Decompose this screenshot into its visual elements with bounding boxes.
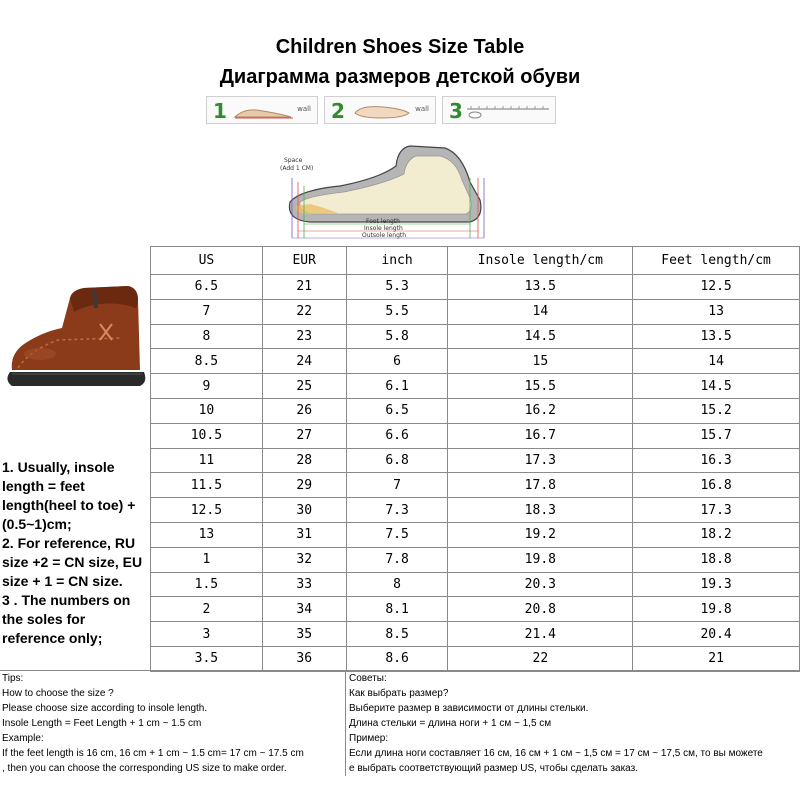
cell-inch: 8.1 <box>346 597 448 622</box>
table-header-row <box>151 247 800 275</box>
cell-eur: 22 <box>262 299 346 324</box>
cell-eur: 31 <box>262 522 346 547</box>
cell-inch: 7.3 <box>346 498 448 523</box>
cell-us: 13 <box>151 522 263 547</box>
step-number: 3 <box>449 99 463 123</box>
cell-insole: 16.2 <box>448 398 633 423</box>
header-insole-length: Insole length/cm <box>448 247 633 275</box>
measuring-steps <box>206 96 556 124</box>
table-row <box>151 473 800 498</box>
tips-line: Please choose size according to insole length. <box>2 703 208 714</box>
cell-us: 12.5 <box>151 498 263 523</box>
cell-inch: 6.5 <box>346 398 448 423</box>
wall-label: wall <box>297 105 311 113</box>
cell-eur: 24 <box>262 349 346 374</box>
cell-feet: 18.2 <box>633 522 800 547</box>
ruler-icon <box>465 101 551 121</box>
cell-us: 11.5 <box>151 473 263 498</box>
cell-insole: 17.3 <box>448 448 633 473</box>
cell-feet: 14 <box>633 349 800 374</box>
cell-insole: 21.4 <box>448 622 633 647</box>
tips-label: Советы: <box>349 673 387 684</box>
cell-us: 3 <box>151 622 263 647</box>
cell-insole: 17.8 <box>448 473 633 498</box>
table-row <box>151 498 800 523</box>
cell-feet: 20.4 <box>633 622 800 647</box>
cell-eur: 23 <box>262 324 346 349</box>
tips-section <box>0 670 800 775</box>
table-row <box>151 349 800 374</box>
cell-feet: 19.8 <box>633 597 800 622</box>
cell-inch: 6 <box>346 349 448 374</box>
table-row <box>151 275 800 300</box>
table-row <box>151 597 800 622</box>
header-eur: EUR <box>262 247 346 275</box>
insole-length-label: Insole length <box>364 225 403 232</box>
cell-insole: 20.3 <box>448 572 633 597</box>
tips-english <box>0 671 345 776</box>
cell-feet: 14.5 <box>633 374 800 399</box>
cell-insole: 20.8 <box>448 597 633 622</box>
cell-insole: 14.5 <box>448 324 633 349</box>
cell-inch: 8 <box>346 572 448 597</box>
tips-line: Пример: <box>349 733 389 744</box>
cell-feet: 13 <box>633 299 800 324</box>
tips-line: Как выбрать размер? <box>349 688 449 699</box>
cell-feet: 16.8 <box>633 473 800 498</box>
cell-eur: 21 <box>262 275 346 300</box>
step-number: 1 <box>213 99 227 123</box>
note-2: 2. For reference, RU size +2 = CN size, EU size + 1 = CN size. <box>2 535 143 589</box>
cell-us: 1.5 <box>151 572 263 597</box>
cell-insole: 15.5 <box>448 374 633 399</box>
step-number: 2 <box>331 99 345 123</box>
cell-feet: 13.5 <box>633 324 800 349</box>
cell-eur: 30 <box>262 498 346 523</box>
cell-inch: 5.3 <box>346 275 448 300</box>
cell-eur: 27 <box>262 423 346 448</box>
product-boot-image <box>0 246 150 456</box>
cell-us: 10 <box>151 398 263 423</box>
cell-feet: 12.5 <box>633 275 800 300</box>
cell-inch: 5.5 <box>346 299 448 324</box>
cell-insole: 16.7 <box>448 423 633 448</box>
table-row <box>151 547 800 572</box>
cell-us: 6.5 <box>151 275 263 300</box>
cell-us: 8 <box>151 324 263 349</box>
size-table <box>150 246 800 672</box>
cell-eur: 25 <box>262 374 346 399</box>
foot-in-shoe-diagram <box>270 138 500 244</box>
cell-us: 11 <box>151 448 263 473</box>
note-1: 1. Usually, insole length = feet length(heel to toe) + (0.5~1)cm; <box>2 459 136 532</box>
tips-line: , then you can choose the corresponding US size to make order. <box>2 763 287 774</box>
table-row <box>151 646 800 671</box>
cell-us: 3.5 <box>151 646 263 671</box>
tips-russian <box>345 671 800 776</box>
tips-line: Длина стельки = длина ноги + 1 см ~ 1,5 см <box>349 718 552 729</box>
table-row <box>151 374 800 399</box>
cell-inch: 6.1 <box>346 374 448 399</box>
space-sub-label: (Add 1 CM) <box>280 165 314 172</box>
cell-eur: 28 <box>262 448 346 473</box>
cell-eur: 26 <box>262 398 346 423</box>
step-2 <box>324 96 436 124</box>
outsole-length-label: Outsole length <box>362 232 407 239</box>
cell-insole: 15 <box>448 349 633 374</box>
cell-eur: 33 <box>262 572 346 597</box>
foot-length-label: Foot length <box>366 218 400 225</box>
table-row <box>151 324 800 349</box>
cell-insole: 22 <box>448 646 633 671</box>
tips-line: Example: <box>2 733 44 744</box>
header-inch: inch <box>346 247 448 275</box>
cell-feet: 15.7 <box>633 423 800 448</box>
table-row <box>151 448 800 473</box>
cell-feet: 18.8 <box>633 547 800 572</box>
cell-feet: 21 <box>633 646 800 671</box>
cell-inch: 7.5 <box>346 522 448 547</box>
cell-feet: 16.3 <box>633 448 800 473</box>
tips-line: Если длина ноги составляет 16 см, 16 см + 1 см ~ 1,5 см = 17 см ~ 17,5 см, то вы можете <box>349 748 763 759</box>
cell-insole: 19.8 <box>448 547 633 572</box>
tips-line: How to choose the size ? <box>2 688 114 699</box>
tips-line: е выбрать соответствующий размер US, чтобы сделать заказ. <box>349 763 638 774</box>
size-notes <box>2 458 150 648</box>
foot-outline-icon <box>351 101 413 121</box>
note-3: 3 . The numbers on the soles for reference only; <box>2 592 131 646</box>
cell-us: 7 <box>151 299 263 324</box>
cell-eur: 34 <box>262 597 346 622</box>
cell-feet: 17.3 <box>633 498 800 523</box>
cell-eur: 36 <box>262 646 346 671</box>
table-row <box>151 572 800 597</box>
tips-label: Tips: <box>2 673 24 684</box>
header-feet-length: Feet length/cm <box>633 247 800 275</box>
cell-us: 2 <box>151 597 263 622</box>
table-row <box>151 423 800 448</box>
cell-eur: 29 <box>262 473 346 498</box>
cell-us: 10.5 <box>151 423 263 448</box>
tips-line: If the feet length is 16 cm, 16 cm + 1 cm ~ 1.5 cm= 17 cm ~ 17.5 cm <box>2 748 304 759</box>
table-row <box>151 299 800 324</box>
cell-insole: 14 <box>448 299 633 324</box>
foot-measure-icon <box>233 101 295 121</box>
cell-inch: 7 <box>346 473 448 498</box>
title-russian: Диаграмма размеров детской обуви <box>219 66 581 88</box>
table-row <box>151 522 800 547</box>
tips-line: Insole Length = Feet Length + 1 cm ~ 1.5 cm <box>2 718 202 729</box>
wall-label: wall <box>415 105 429 113</box>
tips-line: Выберите размер в зависимости от длины стельки. <box>349 703 589 714</box>
cell-insole: 19.2 <box>448 522 633 547</box>
cell-feet: 15.2 <box>633 398 800 423</box>
cell-inch: 8.5 <box>346 622 448 647</box>
cell-inch: 8.6 <box>346 646 448 671</box>
cell-us: 1 <box>151 547 263 572</box>
cell-inch: 6.8 <box>346 448 448 473</box>
cell-inch: 7.8 <box>346 547 448 572</box>
step-3 <box>442 96 556 124</box>
header-us: US <box>151 247 263 275</box>
step-1 <box>206 96 318 124</box>
cell-eur: 32 <box>262 547 346 572</box>
table-row <box>151 622 800 647</box>
cell-inch: 5.8 <box>346 324 448 349</box>
space-label: Space <box>284 157 303 164</box>
table-row <box>151 398 800 423</box>
cell-us: 9 <box>151 374 263 399</box>
cell-eur: 35 <box>262 622 346 647</box>
cell-inch: 6.6 <box>346 423 448 448</box>
title-english: Children Shoes Size Table <box>275 36 525 58</box>
cell-us: 8.5 <box>151 349 263 374</box>
cell-feet: 19.3 <box>633 572 800 597</box>
cell-insole: 18.3 <box>448 498 633 523</box>
cell-insole: 13.5 <box>448 275 633 300</box>
